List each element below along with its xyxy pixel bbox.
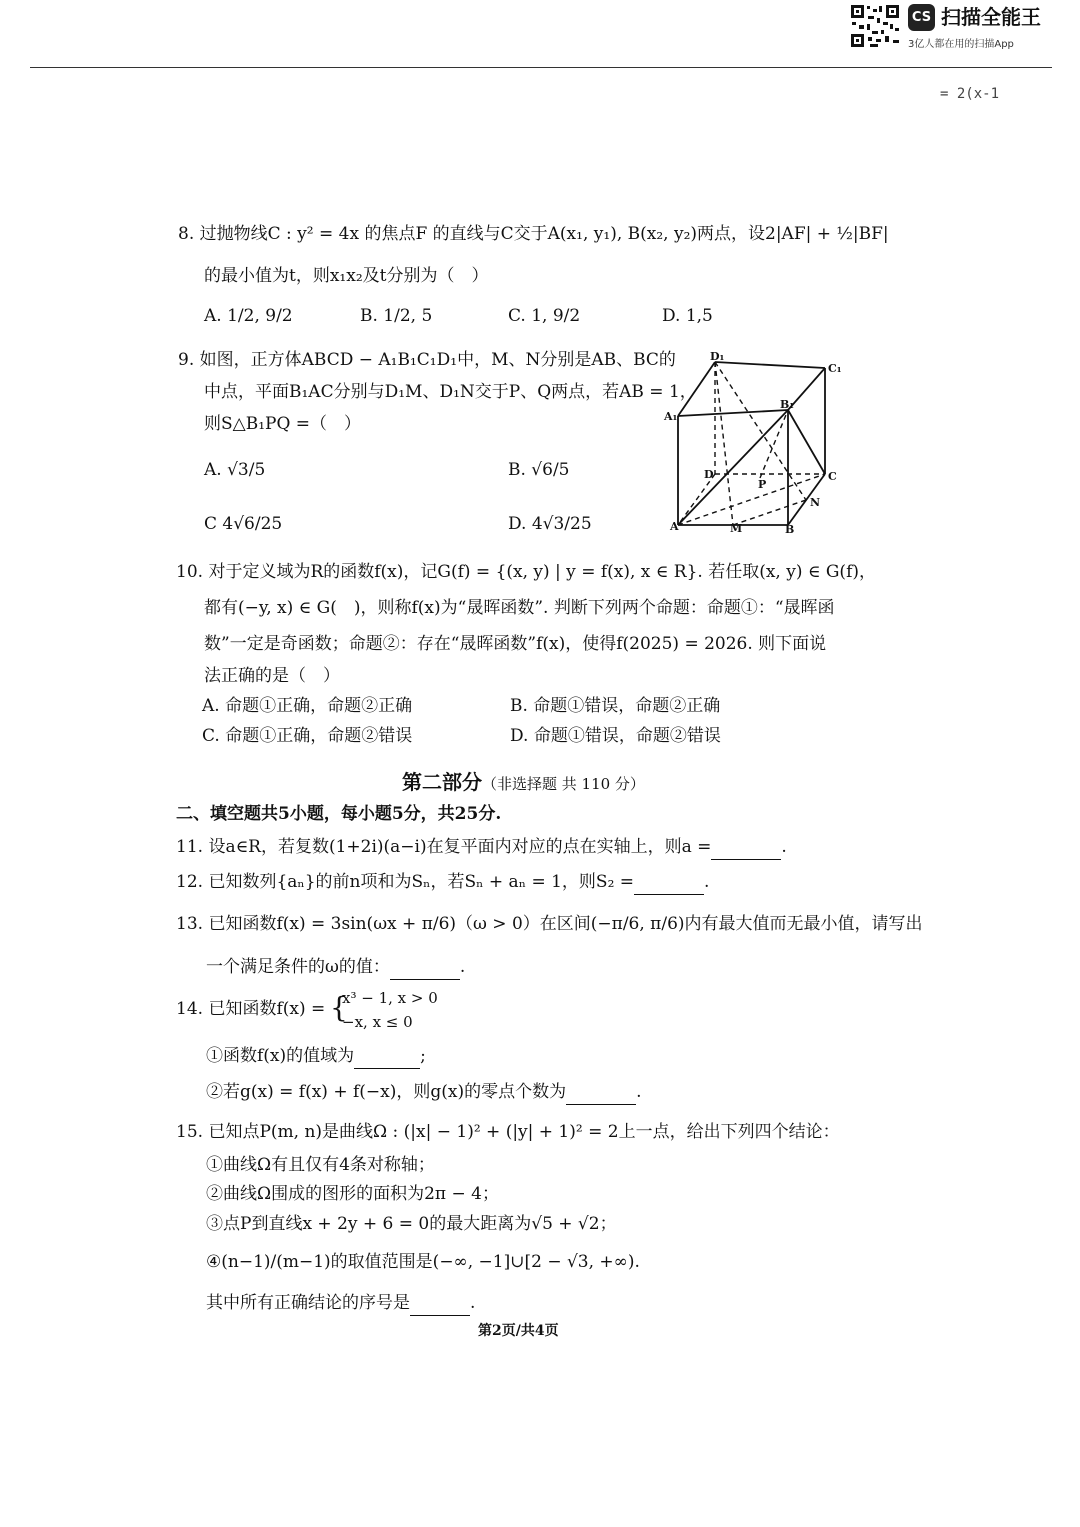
label-n: N <box>810 496 821 509</box>
q8-line2: 的最小值为t，则x₁x₂及t分别为（ ） <box>204 266 489 286</box>
q10-line2: 都有(−y, x) ∈ G( )，则称f(x)为“晟晖函数”. 判断下列两个命题：命题①：“晟晖函 <box>204 598 835 618</box>
q14-case1: x³ − 1, x > 0 <box>342 989 438 1007</box>
q8-option-a: A. 1/2, 9/2 <box>204 306 293 326</box>
scanner-brand-name: 扫描全能王 <box>941 5 1041 29</box>
q12-answer-blank[interactable] <box>634 870 704 895</box>
q15-conclusion-3: ③点P到直线x + 2y + 6 = 0的最大距离为√5 + √2； <box>206 1214 617 1234</box>
q9-option-d: D. 4√3/25 <box>508 514 592 534</box>
q8-option-d: D. 1,5 <box>662 306 713 326</box>
q11-text: 11. 设a∈R，若复数(1+2i)(a−i)在复平面内对应的点在实轴上，则a = <box>176 837 712 857</box>
label-d: D <box>704 468 714 481</box>
q10-option-c: C. 命题①正确，命题②错误 <box>202 726 413 746</box>
q10-option-a: A. 命题①正确，命题②正确 <box>202 696 413 716</box>
part2-subtitle: （非选择题 共 110 分） <box>482 775 645 793</box>
q13-line1: 13. 已知函数f(x) = 3sin(ωx + π/6)（ω > 0）在区间(−π/6, π/6)内有最大值而无最小值，请写出 <box>176 914 923 934</box>
q11: 11. 设a∈R，若复数(1+2i)(a−i)在复平面内对应的点在实轴上，则a = . <box>176 835 787 860</box>
q14-case2: −x, x ≤ 0 <box>342 1013 413 1031</box>
q10-option-d: D. 命题①错误，命题②错误 <box>510 726 721 746</box>
q15-answer-blank[interactable] <box>410 1291 470 1316</box>
q15-ask: 其中所有正确结论的序号是 . <box>206 1291 475 1316</box>
header-divider <box>30 67 1052 68</box>
q9-option-c: C 4√6/25 <box>204 514 283 534</box>
q11-answer-blank[interactable] <box>711 835 781 860</box>
q13-line2-text: 一个满足条件的ω的值： <box>206 957 390 977</box>
fill-blank-section-header: 二、填空题共5小题，每小题5分，共25分. <box>176 804 502 824</box>
part2-title <box>402 766 645 795</box>
q8-option-b: B. 1/2, 5 <box>360 306 433 326</box>
q14-part1: ①函数f(x)的值域为 ; <box>206 1044 426 1069</box>
q9-line1: 9. 如图，正方体ABCD − A₁B₁C₁D₁中，M、N分别是AB、BC的 <box>178 350 676 370</box>
q10-line4: 法正确的是（ ） <box>204 666 340 686</box>
q8-option-c: C. 1, 9/2 <box>508 306 581 326</box>
q15-line1: 15. 已知点P(m, n)是曲线Ω : (|x| − 1)² + (|y| + 1)² = 2上一点，给出下列四个结论： <box>176 1122 840 1142</box>
label-m: M <box>730 522 743 535</box>
label-c1: C₁ <box>828 362 842 375</box>
q14-part1-answer-blank[interactable] <box>354 1044 420 1069</box>
part2-title-text: 第二部分 <box>402 770 482 794</box>
handwritten-note: = 2(x-1 <box>940 86 1000 102</box>
q14-part1-text: ①函数f(x)的值域为 <box>206 1046 355 1066</box>
label-b1: B₁ <box>780 398 795 411</box>
q8-line1: 8. 过抛物线C : y² = 4x 的焦点F 的直线与C交于A(x₁, y₁), B(x₂, y₂)两点，设2|AF| + ½|BF| <box>178 224 889 244</box>
q15-conclusion-4: ④(n−1)/(m−1)的取值范围是(−∞, −1]∪[2 − √3, +∞). <box>206 1252 640 1272</box>
q14-lead: 14. 已知函数f(x) = <box>176 999 326 1019</box>
qr-code-icon <box>850 4 900 48</box>
cube-figure <box>660 350 850 535</box>
label-a1: A₁ <box>664 410 678 423</box>
scanner-logo-badge: CS <box>908 4 935 31</box>
q13-answer-blank[interactable] <box>390 955 460 980</box>
q15-ask-text: 其中所有正确结论的序号是 <box>206 1293 410 1313</box>
q9-line2: 中点，平面B₁AC分别与D₁M、D₁N交于P、Q两点，若AB = 1， <box>204 382 697 402</box>
q12: 12. 已知数列{aₙ}的前n项和为Sₙ，若Sₙ + aₙ = 1，则S₂ = . <box>176 870 709 895</box>
q13-line2: 一个满足条件的ω的值： . <box>206 955 465 980</box>
q10-option-b: B. 命题①错误，命题②正确 <box>510 696 721 716</box>
q12-text: 12. 已知数列{aₙ}的前n项和为Sₙ，若Sₙ + aₙ = 1，则S₂ = <box>176 872 635 892</box>
q14-part2-answer-blank[interactable] <box>566 1080 636 1105</box>
label-a: A <box>670 520 679 533</box>
q14-part2-text: ②若g(x) = f(x) + f(−x)，则g(x)的零点个数为 <box>206 1082 567 1102</box>
scanner-tagline: 3亿人都在用的扫描App <box>908 39 1014 50</box>
q15-conclusion-1: ①曲线Ω有且仅有4条对称轴； <box>206 1155 435 1175</box>
q10-line3: 数”一定是奇函数；命题②：存在“晟晖函数”f(x)，使得f(2025) = 2026. 则下面说 <box>204 634 827 654</box>
q9-option-a: A. √3/5 <box>204 460 266 480</box>
q9-option-b: B. √6/5 <box>508 460 570 480</box>
label-b: B <box>785 523 795 535</box>
q10-line1: 10. 对于定义域为R的函数f(x)，记G(f) = {(x, y) | y = f(x), x ∈ R}. 若任取(x, y) ∈ G(f)， <box>176 562 876 582</box>
q14-part2: ②若g(x) = f(x) + f(−x)，则g(x)的零点个数为 . <box>206 1080 642 1105</box>
label-p: P <box>758 478 767 491</box>
page-number: 第2页/共4页 <box>478 1323 559 1339</box>
label-c: C <box>828 470 837 483</box>
q9-line3: 则S△B₁PQ =（ ） <box>204 414 362 434</box>
q14-brace: { <box>330 991 348 1024</box>
q15-conclusion-2: ②曲线Ω围成的图形的面积为2π − 4； <box>206 1184 499 1204</box>
label-d1: D₁ <box>710 350 725 363</box>
